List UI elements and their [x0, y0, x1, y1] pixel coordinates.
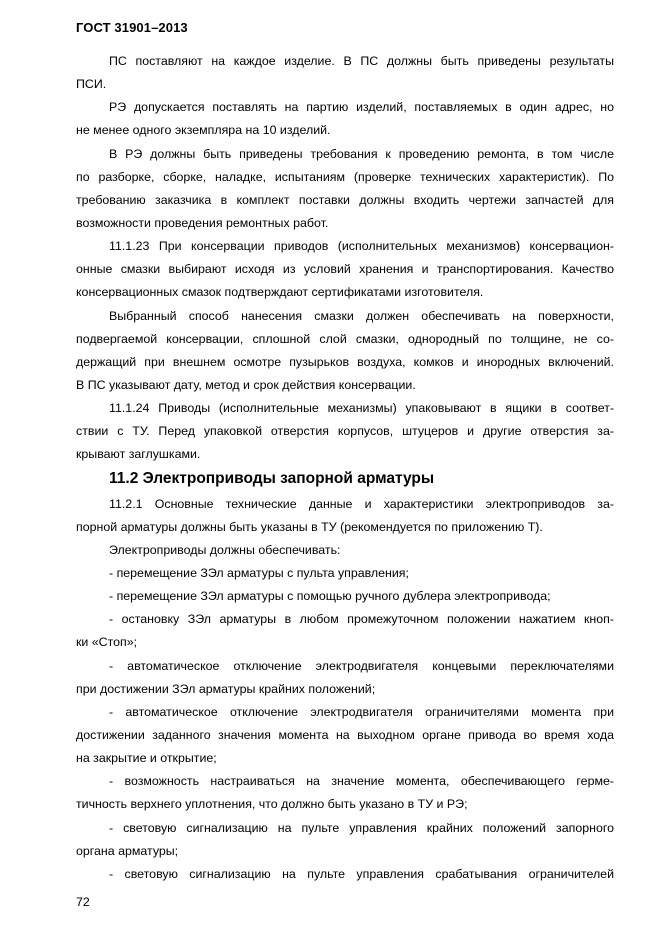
paragraph-line: не менее одного экземпляра на 10 изделий.: [76, 123, 331, 138]
list-item-continuation: на закрытие и открытие;: [76, 751, 217, 766]
list-item-continuation: ки «Стоп»;: [76, 635, 138, 650]
paragraph-line: порной арматуры должны быть указаны в ТУ (рекомендуется по приложению Т).: [76, 519, 543, 534]
list-item: - перемещение ЗЭл арматуры с пульта управления;: [109, 565, 409, 580]
list-item-continuation: при достижении ЗЭл арматуры крайних положений;: [76, 681, 376, 696]
document-header: ГОСТ 31901–2013: [76, 20, 188, 35]
paragraph-line: 11.2.1 Основные технические данные и характеристики электроприводов за-: [109, 496, 614, 511]
list-item: - световую сигнализацию на пульте управления крайних положений запорного: [109, 820, 614, 835]
list-item: - возможность настраиваться на значение момента, обеспечивающего герме-: [109, 774, 614, 789]
paragraph-line: В РЭ должны быть приведены требования к проведению ремонта, в том числе: [109, 146, 614, 161]
list-item: - перемещение ЗЭл арматуры с помощью ручного дублера электропривода;: [109, 589, 551, 604]
list-item: - автоматическое отключение электродвигателя ограничителями момента при: [109, 704, 614, 719]
list-item-continuation: тичность верхнего уплотнения, что должно быть указано в ТУ и РЭ;: [76, 797, 468, 812]
paragraph-line: крывают заглушками.: [76, 447, 201, 462]
paragraph-line: требованию заказчика в комплект поставки должны входить чертежи запчастей для: [76, 192, 614, 207]
paragraph-line: Выбранный способ нанесения смазки должен обеспечивать на поверхности,: [109, 308, 614, 323]
paragraph-line: держащий при внешнем осмотре пузырьков воздуха, комков и инородных включений.: [76, 354, 614, 369]
page-body: [76, 50, 614, 886]
paragraph-line: ствии с ТУ. Перед упаковкой отверстия корпусов, штуцеров и другие отверстия за-: [76, 424, 614, 439]
list-item-continuation: органа арматуры;: [76, 843, 179, 858]
page-number: 72: [76, 895, 90, 909]
list-item: - автоматическое отключение электродвигателя концевыми переключателями: [109, 658, 614, 673]
paragraph-line: консервационных смазок подтверждают сертификатами изготовителя.: [76, 285, 484, 300]
paragraph-line: по разборке, сборке, наладке, испытаниям (проверке технических характеристик). По: [76, 169, 614, 184]
list-item-continuation: достижении заданного значения момента на выходном органе привода во время хода: [76, 727, 614, 742]
paragraph-line: Электроприводы должны обеспечивать:: [109, 542, 341, 557]
paragraph-line: возможности проведения ремонтных работ.: [76, 215, 329, 230]
list-item: - остановку ЗЭл арматуры в любом промежуточном положении нажатием кноп-: [109, 612, 614, 627]
paragraph-line: 11.1.24 Приводы (исполнительные механизмы) упаковывают в ящики в соответ-: [109, 401, 614, 416]
paragraph-line: ПСИ.: [76, 77, 107, 92]
section-heading: 11.2 Электроприводы запорной арматуры: [109, 469, 435, 487]
paragraph-line: подвергаемой консервации, сплошной слой смазки, однородный по толщине, не со-: [76, 331, 614, 346]
paragraph-line: 11.1.23 При консервации приводов (исполнительных механизмов) консервацион-: [109, 239, 614, 254]
paragraph-line: РЭ допускается поставлять на партию изделий, поставляемых в один адрес, но: [109, 100, 614, 115]
list-item: - световую сигнализацию на пульте управления срабатывания ограничителей: [109, 866, 614, 881]
paragraph-line: В ПС указывают дату, метод и срок действия консервации.: [76, 377, 416, 392]
paragraph-line: онные смазки выбирают исходя из условий хранения и транспортирования. Качество: [76, 262, 614, 277]
paragraph-line: ПС поставляют на каждое изделие. В ПС должны быть приведены результаты: [109, 54, 614, 68]
